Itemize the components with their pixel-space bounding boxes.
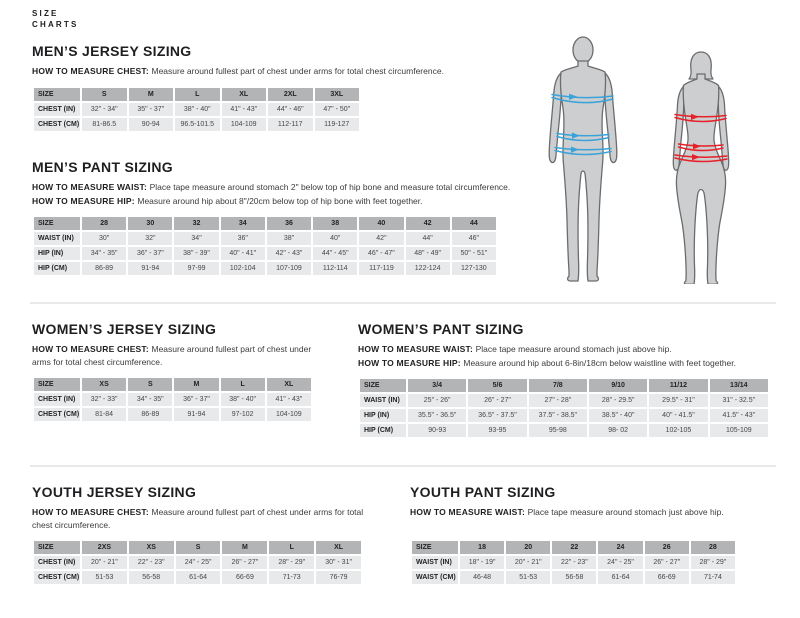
size-value-cell: 90-93 — [408, 424, 466, 437]
size-value-cell: 81-86.5 — [82, 118, 127, 131]
size-value-cell: 41" - 43" — [267, 393, 311, 406]
size-value-cell: 44" - 46" — [268, 103, 313, 116]
column-header: 26 — [645, 541, 689, 554]
size-value-cell: 90-94 — [129, 118, 174, 131]
column-header: XL — [222, 88, 267, 101]
table-header-row — [34, 378, 311, 391]
size-value-cell: 24" - 25" — [176, 556, 221, 569]
column-header: XS — [129, 541, 174, 554]
size-value-cell: 36.5" - 37.5" — [468, 409, 526, 422]
column-header: L — [175, 88, 220, 101]
size-value-cell: 20" - 21" — [506, 556, 550, 569]
howto-line: HOW TO MEASURE HIP: Measure around hip about 6-8in/18cm below waistline with feet together. — [358, 357, 737, 368]
column-header: 30 — [128, 217, 172, 230]
howto-lines — [410, 506, 740, 531]
table-header-row — [360, 379, 768, 392]
howto-line: HOW TO MEASURE HIP: Measure around hip about 8"/20cm below top of hip bone with feet together. — [32, 195, 423, 206]
size-value-cell: 36" — [221, 232, 265, 245]
howto-line: HOW TO MEASURE CHEST: Measure around fullest part of chest under arms for total chest circumference. — [32, 66, 444, 77]
measurement-figures — [540, 36, 780, 288]
column-header: 44 — [452, 217, 496, 230]
table-header-row — [34, 541, 361, 554]
male-figure — [540, 36, 626, 284]
size-value-cell: 46" — [452, 232, 496, 245]
howto-label: HOW TO MEASURE WAIST: — [32, 182, 150, 193]
size-value-cell: 127-130 — [452, 262, 496, 275]
size-value-cell: 42" - 43" — [267, 247, 311, 260]
row-label: WAIST (CM) — [412, 571, 458, 584]
table-header-row — [34, 88, 359, 101]
size-value-cell: 119-127 — [315, 118, 360, 131]
size-value-cell: 36" - 37" — [128, 247, 172, 260]
size-value-cell: 104-109 — [267, 408, 311, 421]
size-value-cell: 36" - 37" — [174, 393, 218, 406]
section-heading: YOUTH JERSEY SIZING — [32, 484, 197, 500]
section-womens-jersey — [32, 322, 332, 423]
size-value-cell: 41" - 43" — [222, 103, 267, 116]
page-title-line1: SIZE — [32, 9, 59, 18]
howto-label: HOW TO MEASURE HIP: — [32, 195, 138, 206]
size-value-cell: 105-109 — [710, 424, 768, 437]
howto-lines — [358, 343, 776, 369]
size-value-cell: 66-69 — [645, 571, 689, 584]
column-header: 5/6 — [468, 379, 526, 392]
size-value-cell: 81-84 — [82, 408, 126, 421]
section-mens-jersey — [32, 44, 572, 133]
section-divider — [30, 465, 776, 467]
column-header: 2XS — [82, 541, 127, 554]
womens-pant-size-table — [358, 377, 770, 439]
table-row — [360, 424, 768, 437]
size-value-cell: 24" - 25" — [598, 556, 642, 569]
column-header: SIZE — [34, 541, 80, 554]
howto-line: HOW TO MEASURE WAIST: Place tape measure around stomach just above hip. — [410, 507, 724, 518]
size-value-cell: 40" — [313, 232, 357, 245]
size-value-cell: 95-98 — [529, 424, 587, 437]
size-value-cell: 56-58 — [129, 571, 174, 584]
size-value-cell: 96.5-101.5 — [175, 118, 220, 131]
size-value-cell: 22" - 23" — [129, 556, 174, 569]
howto-lines — [32, 343, 332, 368]
column-header: 13/14 — [710, 379, 768, 392]
size-value-cell: 98- 02 — [589, 424, 647, 437]
size-value-cell: 51-53 — [506, 571, 550, 584]
column-header: 11/12 — [649, 379, 707, 392]
size-value-cell: 102-105 — [649, 424, 707, 437]
size-value-cell: 112-117 — [268, 118, 313, 131]
size-value-cell: 41.5" - 43" — [710, 409, 768, 422]
size-value-cell: 86-89 — [82, 262, 126, 275]
size-value-cell: 29.5" - 31" — [649, 394, 707, 407]
female-torso-legs — [676, 74, 725, 284]
row-label: WAIST (IN) — [412, 556, 458, 569]
column-header: 3XL — [315, 88, 360, 101]
size-value-cell: 71-74 — [691, 571, 735, 584]
row-label: HIP (IN) — [34, 247, 80, 260]
table-row — [34, 118, 359, 131]
section-womens-pant — [358, 322, 776, 439]
howto-lines — [32, 506, 377, 531]
size-value-cell: 44" - 45" — [313, 247, 357, 260]
page-title — [32, 8, 79, 30]
size-value-cell: 38" - 40" — [221, 393, 265, 406]
size-value-cell: 30" - 31" — [316, 556, 361, 569]
size-value-cell: 44" — [406, 232, 450, 245]
size-value-cell: 28" - 29.5" — [589, 394, 647, 407]
size-value-cell: 26" - 27" — [222, 556, 267, 569]
howto-lines — [32, 181, 572, 207]
column-header: 2XL — [268, 88, 313, 101]
size-value-cell: 97-99 — [174, 262, 218, 275]
table-row — [360, 394, 768, 407]
page-title-line2: CHARTS — [32, 20, 79, 30]
size-value-cell: 51-53 — [82, 571, 127, 584]
size-value-cell: 122-124 — [406, 262, 450, 275]
row-label: CHEST (IN) — [34, 556, 80, 569]
size-value-cell: 66-69 — [222, 571, 267, 584]
howto-lines — [32, 65, 572, 77]
size-value-cell: 31" - 32.5" — [710, 394, 768, 407]
size-value-cell: 28" - 29" — [691, 556, 735, 569]
size-value-cell: 28" - 29" — [269, 556, 314, 569]
table-row — [34, 247, 496, 260]
size-value-cell: 76-79 — [316, 571, 361, 584]
column-header: SIZE — [360, 379, 406, 392]
mens-pant-size-table — [32, 215, 498, 277]
howto-line: HOW TO MEASURE CHEST: Measure around fullest part of chest under arms for total chest circumference. — [32, 507, 364, 530]
column-header: SIZE — [34, 217, 80, 230]
column-header: 40 — [359, 217, 403, 230]
size-value-cell: 104-109 — [222, 118, 267, 131]
column-header: 34 — [221, 217, 265, 230]
size-value-cell: 91-94 — [128, 262, 172, 275]
row-label: HIP (CM) — [360, 424, 406, 437]
size-value-cell: 30" — [82, 232, 126, 245]
column-header: XL — [316, 541, 361, 554]
column-header: SIZE — [412, 541, 458, 554]
size-value-cell: 27" - 28" — [529, 394, 587, 407]
section-heading: YOUTH PANT SIZING — [410, 484, 556, 500]
section-heading: WOMEN’S PANT SIZING — [358, 321, 524, 337]
female-figure — [664, 50, 738, 284]
column-header: 32 — [174, 217, 218, 230]
howto-label: HOW TO MEASURE WAIST: — [410, 507, 528, 518]
section-youth-pant — [410, 485, 740, 586]
size-value-cell: 32" - 34" — [82, 103, 127, 116]
size-value-cell: 20" - 21" — [82, 556, 127, 569]
size-value-cell: 40" - 41.5" — [649, 409, 707, 422]
column-header: 20 — [506, 541, 550, 554]
column-header: M — [129, 88, 174, 101]
howto-label: HOW TO MEASURE WAIST: — [358, 344, 476, 355]
youth-jersey-size-table — [32, 539, 363, 586]
table-row — [34, 393, 311, 406]
size-value-cell: 32" — [128, 232, 172, 245]
mens-jersey-size-table — [32, 86, 361, 133]
table-row — [34, 571, 361, 584]
section-heading: MEN’S PANT SIZING — [32, 159, 173, 175]
section-youth-jersey — [32, 485, 377, 586]
section-heading: WOMEN’S JERSEY SIZING — [32, 321, 217, 337]
size-value-cell: 32" - 33" — [82, 393, 126, 406]
column-header: S — [128, 378, 172, 391]
howto-label: HOW TO MEASURE CHEST: — [32, 66, 152, 77]
size-value-cell: 35" - 37" — [129, 103, 174, 116]
size-value-cell: 38.5" - 40" — [589, 409, 647, 422]
size-value-cell: 34" — [174, 232, 218, 245]
column-header: 9/10 — [589, 379, 647, 392]
size-value-cell: 42" — [359, 232, 403, 245]
column-header: 28 — [691, 541, 735, 554]
column-header: M — [222, 541, 267, 554]
table-row — [34, 262, 496, 275]
size-value-cell: 38" - 39" — [174, 247, 218, 260]
column-header: L — [269, 541, 314, 554]
table-row — [412, 571, 735, 584]
table-row — [360, 409, 768, 422]
column-header: 28 — [82, 217, 126, 230]
size-value-cell: 48" - 49" — [406, 247, 450, 260]
size-value-cell: 18" - 19" — [460, 556, 504, 569]
size-value-cell: 34" - 35" — [128, 393, 172, 406]
size-value-cell: 107-109 — [267, 262, 311, 275]
column-header: 22 — [552, 541, 596, 554]
howto-label: HOW TO MEASURE CHEST: — [32, 507, 152, 518]
table-row — [34, 232, 496, 245]
column-header: XS — [82, 378, 126, 391]
male-head — [573, 37, 593, 63]
size-value-cell: 38" — [267, 232, 311, 245]
male-left-arm — [549, 73, 561, 163]
size-value-cell: 91-94 — [174, 408, 218, 421]
youth-pant-size-table — [410, 539, 737, 586]
size-value-cell: 26" - 27" — [468, 394, 526, 407]
column-header: SIZE — [34, 88, 80, 101]
column-header: S — [82, 88, 127, 101]
row-label: WAIST (IN) — [34, 232, 80, 245]
column-header: 3/4 — [408, 379, 466, 392]
size-value-cell: 37.5" - 38.5" — [529, 409, 587, 422]
womens-jersey-size-table — [32, 376, 313, 423]
size-value-cell: 26" - 27" — [645, 556, 689, 569]
column-header: 36 — [267, 217, 311, 230]
table-row — [34, 103, 359, 116]
column-header: SIZE — [34, 378, 80, 391]
male-torso-legs — [560, 61, 605, 281]
size-value-cell: 102-104 — [221, 262, 265, 275]
column-header: 7/8 — [529, 379, 587, 392]
size-value-cell: 61-64 — [176, 571, 221, 584]
column-header: S — [176, 541, 221, 554]
row-label: CHEST (CM) — [34, 118, 80, 131]
howto-line: HOW TO MEASURE CHEST: Measure around fullest part of chest under arms for total chest circumference. — [32, 344, 312, 367]
size-value-cell: 93-95 — [468, 424, 526, 437]
size-value-cell: 86-89 — [128, 408, 172, 421]
table-row — [412, 556, 735, 569]
size-value-cell: 71-73 — [269, 571, 314, 584]
row-label: CHEST (IN) — [34, 103, 80, 116]
section-heading: MEN’S JERSEY SIZING — [32, 43, 192, 59]
table-row — [34, 556, 361, 569]
size-value-cell: 25" - 26" — [408, 394, 466, 407]
row-label: HIP (IN) — [360, 409, 406, 422]
row-label: WAIST (IN) — [360, 394, 406, 407]
row-label: HIP (CM) — [34, 262, 80, 275]
table-header-row — [412, 541, 735, 554]
size-value-cell: 117-119 — [359, 262, 403, 275]
size-value-cell: 50" - 51" — [452, 247, 496, 260]
size-value-cell: 40" - 41" — [221, 247, 265, 260]
column-header: L — [221, 378, 265, 391]
size-value-cell: 38" - 40" — [175, 103, 220, 116]
row-label: CHEST (CM) — [34, 571, 80, 584]
size-value-cell: 47" - 50" — [315, 103, 360, 116]
column-header: M — [174, 378, 218, 391]
size-value-cell: 22" - 23" — [552, 556, 596, 569]
size-value-cell: 34" - 35" — [82, 247, 126, 260]
howto-line: HOW TO MEASURE WAIST: Place tape measure around stomach 2" below top of hip bone and measure total circumference. — [32, 182, 511, 193]
column-header: 18 — [460, 541, 504, 554]
size-value-cell: 61-64 — [598, 571, 642, 584]
size-value-cell: 97-102 — [221, 408, 265, 421]
column-header: 42 — [406, 217, 450, 230]
column-header: 38 — [313, 217, 357, 230]
size-value-cell: 35.5" - 36.5" — [408, 409, 466, 422]
size-value-cell: 112-114 — [313, 262, 357, 275]
howto-line: HOW TO MEASURE WAIST: Place tape measure around stomach just above hip. — [358, 344, 672, 355]
column-header: XL — [267, 378, 311, 391]
table-row — [34, 408, 311, 421]
table-header-row — [34, 217, 496, 230]
row-label: CHEST (IN) — [34, 393, 80, 406]
row-label: CHEST (CM) — [34, 408, 80, 421]
section-mens-pant — [32, 160, 572, 277]
size-value-cell: 46-48 — [460, 571, 504, 584]
column-header: 24 — [598, 541, 642, 554]
size-value-cell: 56-58 — [552, 571, 596, 584]
size-value-cell: 46" - 47" — [359, 247, 403, 260]
howto-label: HOW TO MEASURE CHEST: — [32, 344, 152, 355]
section-divider — [30, 302, 776, 304]
howto-label: HOW TO MEASURE HIP: — [358, 357, 464, 368]
